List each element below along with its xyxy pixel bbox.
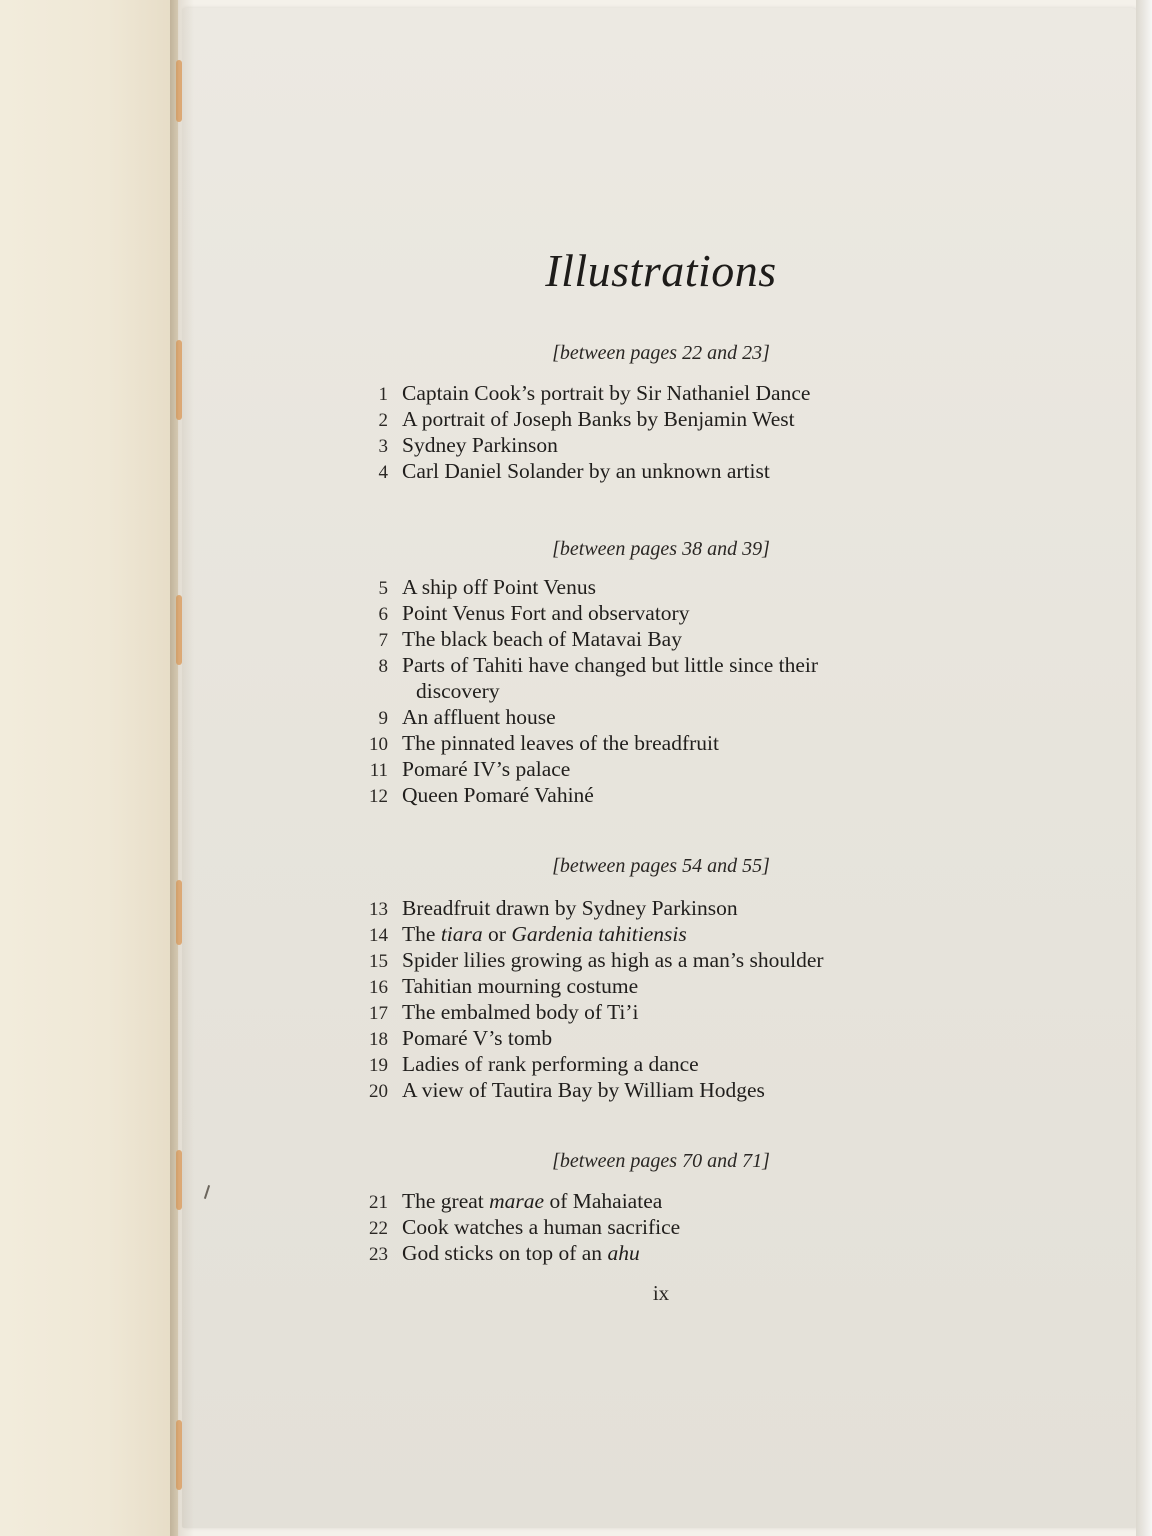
illustration-entry xyxy=(330,1025,970,1051)
caption-text: The great xyxy=(402,1189,490,1213)
plate-number: 2 xyxy=(378,410,388,431)
illustration-entry xyxy=(330,921,970,947)
plate-caption: A portrait of Joseph Banks by Benjamin West xyxy=(402,407,795,431)
plate-number: 17 xyxy=(369,1003,388,1024)
illustration-entry xyxy=(330,1077,970,1103)
plate-caption: Queen Pomaré Vahiné xyxy=(402,783,594,807)
illustration-entry xyxy=(330,782,970,808)
plate-caption: An affluent house xyxy=(402,705,556,729)
plate-caption: Tahitian mourning costume xyxy=(402,974,639,998)
plate-caption: Point Venus Fort and observatory xyxy=(402,601,690,625)
caption-text: or xyxy=(482,922,512,946)
plate-caption: Ladies of rank performing a dance xyxy=(402,1052,699,1076)
plate-number: 22 xyxy=(369,1218,388,1239)
plate-number: 9 xyxy=(378,708,388,729)
illustration-entry xyxy=(330,574,970,600)
plate-caption: The embalmed body of Ti’i xyxy=(402,1000,639,1024)
plate-caption: Parts of Tahiti have changed but little since their xyxy=(402,653,819,677)
caption-italic: marae xyxy=(489,1189,545,1213)
illustration-entry xyxy=(330,406,970,432)
plate-caption xyxy=(402,922,687,946)
illustration-entry xyxy=(330,1214,970,1240)
plate-number: 16 xyxy=(369,977,388,998)
illustration-entry xyxy=(330,432,970,458)
plate-caption-continuation: discovery xyxy=(416,679,500,703)
illustration-entry xyxy=(330,947,970,973)
illustration-entry xyxy=(330,1188,970,1214)
section-heading: [between pages 38 and 39] xyxy=(552,538,770,560)
plate-number: 10 xyxy=(369,734,388,755)
caption-text: of Mahaiatea xyxy=(544,1189,663,1213)
plate-caption: Pomaré V’s tomb xyxy=(402,1026,553,1050)
plate-caption: A ship off Point Venus xyxy=(402,575,596,599)
illustration-entry xyxy=(330,626,970,652)
plate-caption xyxy=(402,1189,662,1213)
plate-number: 8 xyxy=(378,656,388,677)
plate-number: 7 xyxy=(378,630,388,651)
plate-caption: A view of Tautira Bay by William Hodges xyxy=(402,1078,765,1102)
plate-number: 15 xyxy=(369,951,388,972)
illustration-entry xyxy=(330,1240,970,1266)
plate-caption: Breadfruit drawn by Sydney Parkinson xyxy=(402,896,738,920)
section-heading: [between pages 22 and 23] xyxy=(552,342,770,364)
illustration-entry xyxy=(330,652,970,678)
section-heading: [between pages 70 and 71] xyxy=(552,1150,770,1172)
plate-number: 11 xyxy=(369,760,388,781)
plate-number: 18 xyxy=(369,1029,388,1050)
plate-number: 14 xyxy=(369,925,388,946)
illustration-entry xyxy=(330,730,970,756)
section-heading: [between pages 54 and 55] xyxy=(552,855,770,877)
plate-caption xyxy=(402,1241,640,1265)
caption-text: God sticks on top of an xyxy=(402,1241,608,1265)
plate-number: 19 xyxy=(369,1055,388,1076)
plate-number: 5 xyxy=(378,578,388,599)
plate-caption: Sydney Parkinson xyxy=(402,433,558,457)
page-number: ix xyxy=(652,1281,670,1305)
caption-italic: tiara xyxy=(440,922,483,946)
plate-number: 12 xyxy=(369,786,388,807)
plate-number: 4 xyxy=(378,462,388,483)
plate-number: 1 xyxy=(378,384,388,405)
page-title: Illustrations xyxy=(545,245,777,296)
plate-number: 21 xyxy=(369,1192,388,1213)
illustration-entry xyxy=(330,704,970,730)
plate-number: 6 xyxy=(378,604,388,625)
plate-caption: The black beach of Matavai Bay xyxy=(402,627,682,651)
plate-caption: Carl Daniel Solander by an unknown artist xyxy=(402,459,770,483)
caption-italic: Gardenia tahitiensis xyxy=(511,922,687,946)
plate-caption: Captain Cook’s portrait by Sir Nathaniel Dance xyxy=(402,381,811,405)
plate-number: 13 xyxy=(369,899,388,920)
facing-blank-page xyxy=(0,0,178,1536)
illustration-entry xyxy=(330,756,970,782)
illustration-entry xyxy=(330,895,970,921)
plate-number: 23 xyxy=(369,1244,388,1265)
illustration-entry xyxy=(330,600,970,626)
caption-italic: ahu xyxy=(607,1241,640,1265)
plate-caption: Spider lilies growing as high as a man’s shoulder xyxy=(402,948,824,972)
plate-number: 3 xyxy=(378,436,388,457)
plate-number: 20 xyxy=(369,1081,388,1102)
illustration-entry xyxy=(330,1051,970,1077)
illustration-entry xyxy=(330,458,970,484)
caption-text: The xyxy=(402,922,441,946)
illustration-entry xyxy=(330,380,970,406)
plate-caption: The pinnated leaves of the breadfruit xyxy=(402,731,719,755)
plate-caption: Pomaré IV’s palace xyxy=(402,757,571,781)
illustration-entry xyxy=(330,973,970,999)
illustration-entry xyxy=(330,999,970,1025)
plate-caption: Cook watches a human sacrifice xyxy=(402,1215,681,1239)
